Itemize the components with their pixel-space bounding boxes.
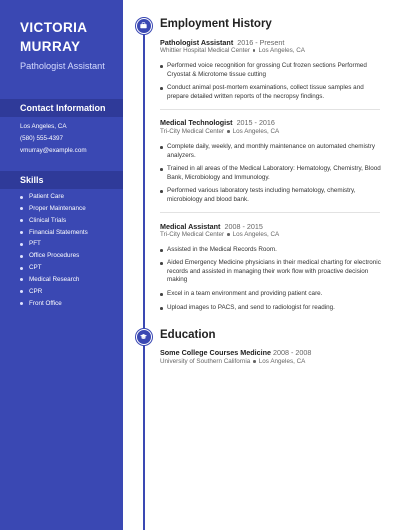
job-bullet: Aided Emergency Medicine physicians in their medical charting for electronic records and assisted in managing their work flow with proactive decision making [167,259,387,285]
skills-list [20,191,88,309]
job-title: Medical Assistant 2008 - 2015 [160,222,263,231]
sidebar [0,0,123,530]
contact-email[interactable]: vmurray@example.com [20,147,87,154]
job-bullet: Performed various laboratory tests including hematology, chemistry, microbiology and blood bank. [167,187,387,204]
graduation-cap-icon [136,329,152,345]
job-bullet: Assisted in the Medical Records Room. [167,246,387,255]
job-bullet: Upload images to PACS, and send to radiologist for reading. [167,304,387,313]
job-title: Pathologist Assistant 2016 - Present [160,38,285,47]
job-bullet: Trained in all areas of the Medical Laboratory: Hematology, Chemistry, Blood Bank, Microbiology and Immunology. [167,165,387,182]
skill-item: Financial Statements [20,227,88,239]
contact-phone: (580) 555-4397 [20,135,64,142]
timeline-line [143,34,145,530]
skill-item: CPR [20,286,88,298]
skill-item: Clinical Trials [20,215,88,227]
skills-heading: Skills [0,171,123,189]
skill-item: Medical Research [20,274,88,286]
skill-item: CPT [20,262,88,274]
job-bullet: Complete daily, weekly, and monthly maintenance on automated chemistry analyzers. [167,143,387,160]
candidate-name: VICTORIA MURRAY [20,20,87,54]
employment-heading: Employment History [160,18,272,30]
job-bullet: Excel in a team environment and providing patient care. [167,290,387,299]
job-bullet: Performed voice recognition for grossing Cut frozen sections Performed Cryostat & Microtome tissue cutting [167,62,387,79]
skill-item: PFT [20,238,88,250]
job-employer: Whittier Hospital Medical Center Los Angeles, CA [160,47,305,54]
education-degree: Some College Courses Medicine 2008 - 2008 [160,348,312,357]
education-heading: Education [160,329,216,341]
job-title: Medical Technologist 2015 - 2016 [160,118,275,127]
job-divider [160,212,380,213]
job-employer: Tri-City Medical Center Los Angeles, CA [160,128,280,135]
education-school: University of Southern California Los Angeles, CA [160,358,306,365]
contact-heading: Contact Information [0,99,123,117]
job-employer: Tri-City Medical Center Los Angeles, CA [160,231,280,238]
skill-item: Proper Maintenance [20,203,88,215]
candidate-title: Pathologist Assistant [20,61,105,71]
contact-location: Los Angeles, CA [20,123,67,130]
skill-item: Office Procedures [20,250,88,262]
job-bullet: Conduct animal post-mortem examinations, collect tissue samples and prepare detailed written reports of the necropsy findings. [167,84,387,101]
briefcase-icon [136,18,152,34]
skill-item: Patient Care [20,191,88,203]
job-divider [160,109,380,110]
skill-item: Front Office [20,298,88,310]
